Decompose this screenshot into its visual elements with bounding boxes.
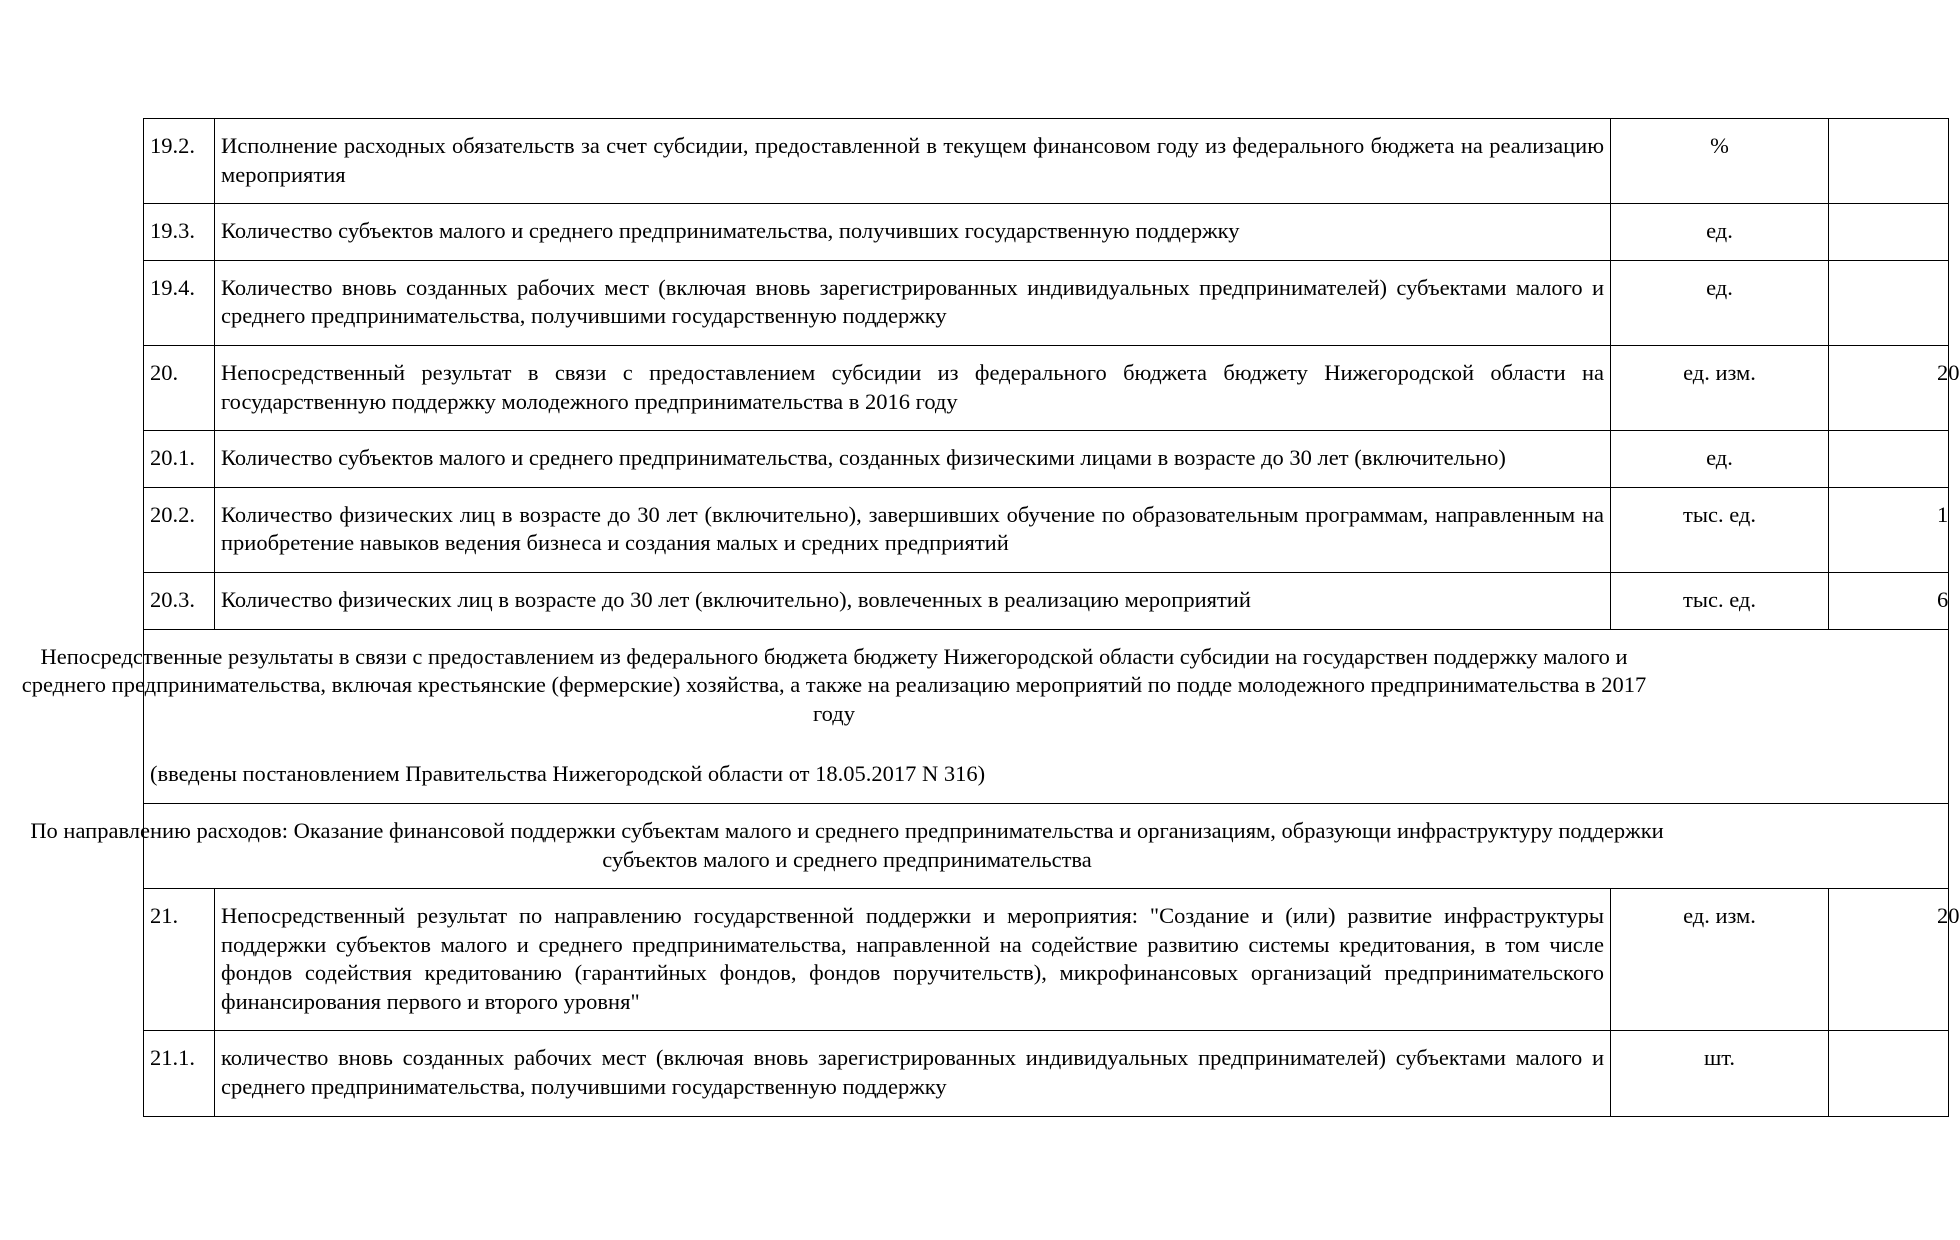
section-results-cell: [21, 629, 1949, 803]
section-results-row: [144, 629, 1949, 803]
row-number: 19.2.: [144, 119, 215, 204]
section-direction-heading: По направлению расходов: Оказание финансовой поддержки субъектам малого и среднего предпринимательства и организациям, образующи инфраструктуру поддержки субъектов малого и среднего предпринимательства: [30, 817, 1664, 872]
row-description: Непосредственный результат в связи с предоставлением субсидии из федерального бюджета бюджету Нижегородской области на государственную поддержку молодежного предпринимательства в 2016 году: [215, 345, 1611, 430]
row-description: Количество вновь созданных рабочих мест (включая вновь зарегистрированных индивидуальных предпринимателей) субъектами малого и среднего предпринимательства, получившими государственную поддержку: [215, 260, 1611, 345]
table-row: [144, 572, 1949, 629]
table-row: [144, 119, 1949, 204]
row-value-cell: [1829, 487, 1949, 572]
results-table: [21, 118, 1960, 1117]
row-unit: ед. изм.: [1611, 345, 1829, 430]
row-unit: ед.: [1611, 260, 1829, 345]
row-value: 20: [1937, 359, 1960, 385]
row-number: 21.1.: [144, 1031, 215, 1116]
row-description: Количество физических лиц в возрасте до 30 лет (включительно), завершивших обучение по образовательным программам, направленным на приобретение навыков ведения бизнеса и создания малых и средних предприятий: [215, 487, 1611, 572]
row-value: 20: [1937, 903, 1960, 929]
table-row: [144, 260, 1949, 345]
row-value-cell: [1829, 119, 1949, 204]
table-row: [144, 204, 1949, 261]
section-results-heading: Непосредственные результаты в связи с предоставлением из федерального бюджета бюджету Нижегородской области субсидии на государствен поддержку малого и среднего предпринимательства, включая крестьянские (фермерские) хозяйства, а также на реализацию мероприятий по подде молодежного предпринимательства в 2017 году: [21, 643, 1647, 726]
section-direction-cell: [30, 803, 1949, 888]
row-description: количество вновь созданных рабочих мест (включая вновь зарегистрированных индивидуальных предпринимателей) субъектами малого и среднего предпринимательства, получившими государственную поддержку: [215, 1031, 1611, 1116]
table-row: [144, 431, 1949, 488]
row-value-cell: [1829, 889, 1960, 1031]
table-row: [144, 487, 1949, 572]
row-number: 21.: [144, 889, 215, 1031]
row-number: 19.4.: [144, 260, 215, 345]
row-unit: ед.: [1611, 204, 1829, 261]
row-value: 6: [1937, 586, 1949, 612]
table-row: [144, 889, 1949, 1031]
row-value-cell: [1829, 572, 1949, 629]
row-number: 20.3.: [144, 572, 215, 629]
row-value-cell: [1829, 345, 1960, 430]
row-unit: тыс. ед.: [1611, 487, 1829, 572]
row-unit: шт.: [1611, 1031, 1829, 1116]
row-value-cell: [1829, 260, 1949, 345]
row-unit: ед. изм.: [1611, 889, 1829, 1031]
table-row: [144, 1031, 1949, 1116]
row-value-cell: [1829, 431, 1949, 488]
row-unit: тыс. ед.: [1611, 572, 1829, 629]
section-direction-row: [144, 803, 1949, 888]
row-number: 19.3.: [144, 204, 215, 261]
row-description: Количество физических лиц в возрасте до 30 лет (включительно), вовлеченных в реализацию мероприятий: [215, 572, 1611, 629]
row-unit: ед.: [1611, 431, 1829, 488]
row-description: Количество субъектов малого и среднего предпринимательства, созданных физическими лицами в возрасте до 30 лет (включительно): [215, 431, 1611, 488]
row-description: Исполнение расходных обязательств за счет субсидии, предоставленной в текущем финансовом году из федерального бюджета на реализацию мероприятия: [215, 119, 1611, 204]
row-description: Непосредственный результат по направлению государственной поддержки и мероприятия: "Создание и (или) развитие инфраструктуры поддержки субъектов малого и среднего предпринимательства, направленной на содействие развитию системы кредитования, в том числе фондов содействия кредитованию (гарантийных фондов, фондов поручительств), микрофинансовых организаций предпринимательского финансирования первого и второго уровня": [215, 889, 1611, 1031]
row-number: 20.1.: [144, 431, 215, 488]
row-number: 20.: [144, 345, 215, 430]
row-description: Количество субъектов малого и среднего предпринимательства, получивших государственную поддержку: [215, 204, 1611, 261]
row-value-cell: [1829, 1031, 1949, 1116]
row-value-cell: [1829, 204, 1949, 261]
section-results-note: (введены постановлением Правительства Нижегородской области от 18.05.2017 N 316): [150, 761, 986, 787]
row-unit: %: [1611, 119, 1829, 204]
table-row: [144, 345, 1949, 430]
row-value: 1: [1937, 501, 1949, 527]
row-number: 20.2.: [144, 487, 215, 572]
